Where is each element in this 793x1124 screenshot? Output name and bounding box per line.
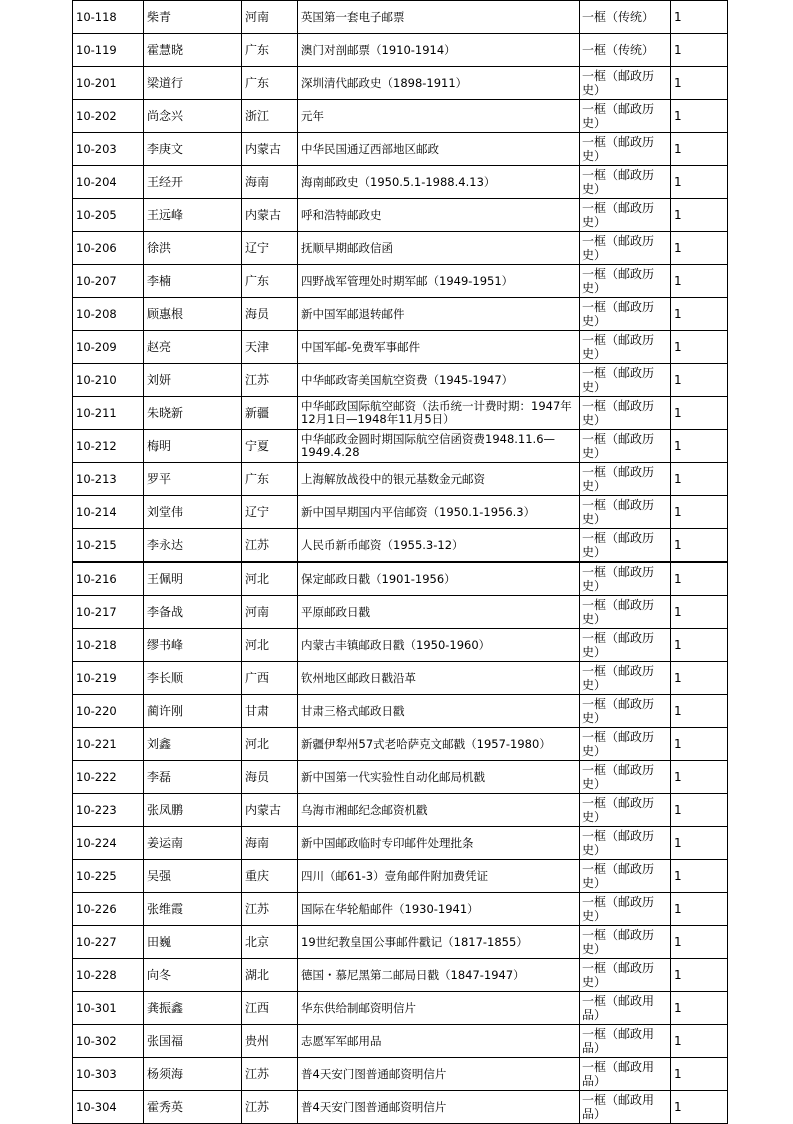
category-cell: 一框（邮政历史） [580, 529, 671, 563]
exhibit-title-cell: 英国第一套电子邮票 [298, 1, 580, 34]
region-cell: 浙江 [242, 100, 298, 133]
entry-id-cell: 10-223 [73, 794, 144, 827]
table-row [73, 562, 728, 596]
exhibitor-name-cell: 梅明 [144, 430, 242, 463]
category-cell: 一框（邮政历史） [580, 100, 671, 133]
exhibitor-name-cell: 吴强 [144, 860, 242, 893]
exhibitor-name-cell: 李备战 [144, 596, 242, 629]
exhibit-title-cell: 新疆伊犁州57式老哈萨克文邮戳（1957-1980） [298, 728, 580, 761]
table-row [73, 496, 728, 529]
exhibitor-name-cell: 张凤鹏 [144, 794, 242, 827]
table-row [73, 1058, 728, 1091]
table-row [73, 34, 728, 67]
entries-table [72, 0, 728, 1124]
region-cell: 广东 [242, 265, 298, 298]
table-row [73, 1091, 728, 1124]
category-cell: 一框（邮政历史） [580, 893, 671, 926]
frame-count-cell: 1 [671, 860, 728, 893]
table-row [73, 893, 728, 926]
table-row [73, 265, 728, 298]
category-cell: 一框（邮政历史） [580, 463, 671, 496]
region-cell: 广西 [242, 662, 298, 695]
region-cell: 河南 [242, 1, 298, 34]
exhibitor-name-cell: 霍秀英 [144, 1091, 242, 1124]
table-row [73, 794, 728, 827]
table-row [73, 133, 728, 166]
table-row [73, 298, 728, 331]
region-cell: 河北 [242, 629, 298, 662]
entry-id-cell: 10-208 [73, 298, 144, 331]
region-cell: 宁夏 [242, 430, 298, 463]
frame-count-cell: 1 [671, 133, 728, 166]
region-cell: 海南 [242, 166, 298, 199]
category-cell: 一框（邮政历史） [580, 562, 671, 596]
exhibitor-name-cell: 张国福 [144, 1025, 242, 1058]
region-cell: 广东 [242, 463, 298, 496]
region-cell: 河北 [242, 562, 298, 596]
exhibitor-name-cell: 罗平 [144, 463, 242, 496]
table-row [73, 695, 728, 728]
exhibit-title-cell: 乌海市湘邮纪念邮资机戳 [298, 794, 580, 827]
entry-id-cell: 10-206 [73, 232, 144, 265]
entry-id-cell: 10-119 [73, 34, 144, 67]
table-row [73, 1, 728, 34]
entry-id-cell: 10-203 [73, 133, 144, 166]
category-cell: 一框（邮政历史） [580, 430, 671, 463]
frame-count-cell: 1 [671, 992, 728, 1025]
entry-id-cell: 10-303 [73, 1058, 144, 1091]
region-cell: 广东 [242, 34, 298, 67]
exhibitor-name-cell: 向冬 [144, 959, 242, 992]
table-row [73, 860, 728, 893]
exhibit-title-cell: 新中国军邮退转邮件 [298, 298, 580, 331]
exhibit-title-cell: 中华邮政国际航空邮资（法币统一计费时期：1947年12月1日—1948年11月5日） [298, 397, 580, 430]
region-cell: 内蒙古 [242, 133, 298, 166]
category-cell: 一框（邮政历史） [580, 67, 671, 100]
table-row [73, 959, 728, 992]
exhibit-title-cell: 澳门对剖邮票（1910-1914） [298, 34, 580, 67]
table-row [73, 100, 728, 133]
region-cell: 内蒙古 [242, 199, 298, 232]
frame-count-cell: 1 [671, 34, 728, 67]
entry-id-cell: 10-301 [73, 992, 144, 1025]
exhibit-title-cell: 普4天安门图普通邮资明信片 [298, 1058, 580, 1091]
category-cell: 一框（邮政历史） [580, 662, 671, 695]
exhibitor-name-cell: 张维霞 [144, 893, 242, 926]
exhibit-title-cell: 新中国早期国内平信邮资（1950.1-1956.3） [298, 496, 580, 529]
table-row [73, 166, 728, 199]
exhibit-title-cell: 四野战军管理处时期军邮（1949-1951） [298, 265, 580, 298]
category-cell: 一框（邮政历史） [580, 397, 671, 430]
exhibit-title-cell: 新中国邮政临时专印邮件处理批条 [298, 827, 580, 860]
table-row [73, 596, 728, 629]
table-row [73, 1025, 728, 1058]
category-cell: 一框（传统） [580, 1, 671, 34]
entry-id-cell: 10-215 [73, 529, 144, 563]
exhibit-title-cell: 甘肃三格式邮政日戳 [298, 695, 580, 728]
frame-count-cell: 1 [671, 926, 728, 959]
region-cell: 辽宁 [242, 232, 298, 265]
entry-id-cell: 10-218 [73, 629, 144, 662]
exhibitor-name-cell: 霍慧晓 [144, 34, 242, 67]
table-row [73, 67, 728, 100]
exhibit-title-cell: 志愿军军邮用品 [298, 1025, 580, 1058]
frame-count-cell: 1 [671, 959, 728, 992]
table-row [73, 232, 728, 265]
entry-id-cell: 10-222 [73, 761, 144, 794]
exhibit-title-cell: 钦州地区邮政日戳沿革 [298, 662, 580, 695]
exhibit-title-cell: 抚顺早期邮政信函 [298, 232, 580, 265]
table-row [73, 463, 728, 496]
region-cell: 江苏 [242, 1058, 298, 1091]
category-cell: 一框（邮政历史） [580, 298, 671, 331]
entry-id-cell: 10-207 [73, 265, 144, 298]
entry-id-cell: 10-118 [73, 1, 144, 34]
table-row [73, 992, 728, 1025]
category-cell: 一框（邮政历史） [580, 794, 671, 827]
category-cell: 一框（邮政历史） [580, 728, 671, 761]
exhibitor-name-cell: 李永达 [144, 529, 242, 563]
region-cell: 海南 [242, 827, 298, 860]
frame-count-cell: 1 [671, 827, 728, 860]
category-cell: 一框（邮政用品） [580, 1025, 671, 1058]
exhibit-title-cell: 中华邮政金圆时期国际航空信函资费1948.11.6—1949.4.28 [298, 430, 580, 463]
entry-id-cell: 10-217 [73, 596, 144, 629]
frame-count-cell: 1 [671, 496, 728, 529]
table-row [73, 827, 728, 860]
frame-count-cell: 1 [671, 265, 728, 298]
category-cell: 一框（邮政历史） [580, 596, 671, 629]
entry-id-cell: 10-220 [73, 695, 144, 728]
category-cell: 一框（邮政用品） [580, 1058, 671, 1091]
exhibitor-name-cell: 田巍 [144, 926, 242, 959]
frame-count-cell: 1 [671, 232, 728, 265]
entry-id-cell: 10-225 [73, 860, 144, 893]
frame-count-cell: 1 [671, 529, 728, 563]
entry-id-cell: 10-205 [73, 199, 144, 232]
exhibitor-name-cell: 王经开 [144, 166, 242, 199]
table-row [73, 926, 728, 959]
exhibit-title-cell: 普4天安门图普通邮资明信片 [298, 1091, 580, 1124]
exhibitor-name-cell: 李庚文 [144, 133, 242, 166]
exhibitor-name-cell: 刘堂伟 [144, 496, 242, 529]
table-row [73, 364, 728, 397]
frame-count-cell: 1 [671, 100, 728, 133]
exhibit-title-cell: 中国军邮-免费军事邮件 [298, 331, 580, 364]
entry-id-cell: 10-204 [73, 166, 144, 199]
exhibitor-name-cell: 蔺许刚 [144, 695, 242, 728]
category-cell: 一框（邮政历史） [580, 133, 671, 166]
exhibitor-name-cell: 柴青 [144, 1, 242, 34]
frame-count-cell: 1 [671, 629, 728, 662]
exhibit-title-cell: 19世纪教皇国公事邮件戳记（1817-1855） [298, 926, 580, 959]
category-cell: 一框（邮政历史） [580, 926, 671, 959]
exhibit-title-cell: 国际在华轮船邮件（1930-1941） [298, 893, 580, 926]
frame-count-cell: 1 [671, 430, 728, 463]
exhibitor-name-cell: 杨须海 [144, 1058, 242, 1091]
table-row [73, 728, 728, 761]
category-cell: 一框（邮政历史） [580, 166, 671, 199]
frame-count-cell: 1 [671, 331, 728, 364]
entries-table-body [73, 1, 728, 1124]
frame-count-cell: 1 [671, 463, 728, 496]
entry-id-cell: 10-202 [73, 100, 144, 133]
category-cell: 一框（邮政历史） [580, 199, 671, 232]
frame-count-cell: 1 [671, 728, 728, 761]
table-row [73, 761, 728, 794]
exhibitor-name-cell: 缪书峰 [144, 629, 242, 662]
frame-count-cell: 1 [671, 1025, 728, 1058]
region-cell: 河南 [242, 596, 298, 629]
exhibitor-name-cell: 李长顺 [144, 662, 242, 695]
exhibit-title-cell: 四川（邮61-3）壹角邮件附加费凭证 [298, 860, 580, 893]
entry-id-cell: 10-212 [73, 430, 144, 463]
category-cell: 一框（邮政用品） [580, 1091, 671, 1124]
exhibit-title-cell: 呼和浩特邮政史 [298, 199, 580, 232]
entry-id-cell: 10-221 [73, 728, 144, 761]
exhibitor-name-cell: 梁道行 [144, 67, 242, 100]
exhibitor-name-cell: 赵亮 [144, 331, 242, 364]
exhibitor-name-cell: 刘妍 [144, 364, 242, 397]
region-cell: 北京 [242, 926, 298, 959]
frame-count-cell: 1 [671, 794, 728, 827]
table-row [73, 529, 728, 563]
exhibit-title-cell: 深圳清代邮政史（1898-1911） [298, 67, 580, 100]
entry-id-cell: 10-304 [73, 1091, 144, 1124]
frame-count-cell: 1 [671, 596, 728, 629]
exhibitor-name-cell: 龚振鑫 [144, 992, 242, 1025]
category-cell: 一框（邮政历史） [580, 860, 671, 893]
frame-count-cell: 1 [671, 562, 728, 596]
region-cell: 辽宁 [242, 496, 298, 529]
frame-count-cell: 1 [671, 1058, 728, 1091]
category-cell: 一框（传统） [580, 34, 671, 67]
frame-count-cell: 1 [671, 1091, 728, 1124]
table-row [73, 397, 728, 430]
region-cell: 江苏 [242, 364, 298, 397]
exhibitor-name-cell: 王佩明 [144, 562, 242, 596]
frame-count-cell: 1 [671, 166, 728, 199]
exhibit-title-cell: 上海解放战役中的银元基数金元邮资 [298, 463, 580, 496]
region-cell: 天津 [242, 331, 298, 364]
exhibit-title-cell: 保定邮政日戳（1901-1956） [298, 562, 580, 596]
exhibit-title-cell: 新中国第一代实验性自动化邮局机戳 [298, 761, 580, 794]
exhibitor-name-cell: 姜运南 [144, 827, 242, 860]
region-cell: 海员 [242, 761, 298, 794]
category-cell: 一框（邮政历史） [580, 761, 671, 794]
exhibitor-name-cell: 李磊 [144, 761, 242, 794]
region-cell: 江苏 [242, 893, 298, 926]
entry-id-cell: 10-227 [73, 926, 144, 959]
category-cell: 一框（邮政历史） [580, 496, 671, 529]
exhibit-title-cell: 华东供给制邮资明信片 [298, 992, 580, 1025]
table-row [73, 199, 728, 232]
exhibit-title-cell: 元年 [298, 100, 580, 133]
region-cell: 广东 [242, 67, 298, 100]
category-cell: 一框（邮政历史） [580, 827, 671, 860]
entry-id-cell: 10-214 [73, 496, 144, 529]
region-cell: 甘肃 [242, 695, 298, 728]
exhibitor-name-cell: 顾惠根 [144, 298, 242, 331]
frame-count-cell: 1 [671, 298, 728, 331]
region-cell: 海员 [242, 298, 298, 331]
category-cell: 一框（邮政历史） [580, 265, 671, 298]
exhibitor-name-cell: 徐洪 [144, 232, 242, 265]
entry-id-cell: 10-216 [73, 562, 144, 596]
entry-id-cell: 10-224 [73, 827, 144, 860]
frame-count-cell: 1 [671, 199, 728, 232]
exhibit-title-cell: 平原邮政日戳 [298, 596, 580, 629]
exhibitor-name-cell: 尚念兴 [144, 100, 242, 133]
entry-id-cell: 10-210 [73, 364, 144, 397]
category-cell: 一框（邮政用品） [580, 992, 671, 1025]
region-cell: 湖北 [242, 959, 298, 992]
category-cell: 一框（邮政历史） [580, 364, 671, 397]
region-cell: 江苏 [242, 529, 298, 563]
region-cell: 河北 [242, 728, 298, 761]
category-cell: 一框（邮政历史） [580, 959, 671, 992]
category-cell: 一框（邮政历史） [580, 695, 671, 728]
entry-id-cell: 10-209 [73, 331, 144, 364]
exhibit-title-cell: 德国・慕尼黑第二邮局日戳（1847-1947） [298, 959, 580, 992]
category-cell: 一框（邮政历史） [580, 232, 671, 265]
exhibit-title-cell: 人民币新币邮资（1955.3-12） [298, 529, 580, 563]
exhibit-title-cell: 中华邮政寄美国航空资费（1945-1947） [298, 364, 580, 397]
frame-count-cell: 1 [671, 761, 728, 794]
exhibitor-name-cell: 李楠 [144, 265, 242, 298]
exhibitor-name-cell: 朱晓新 [144, 397, 242, 430]
entry-id-cell: 10-226 [73, 893, 144, 926]
frame-count-cell: 1 [671, 67, 728, 100]
exhibitor-name-cell: 王远峰 [144, 199, 242, 232]
frame-count-cell: 1 [671, 662, 728, 695]
region-cell: 重庆 [242, 860, 298, 893]
region-cell: 江苏 [242, 1091, 298, 1124]
frame-count-cell: 1 [671, 397, 728, 430]
frame-count-cell: 1 [671, 695, 728, 728]
region-cell: 内蒙古 [242, 794, 298, 827]
table-row [73, 331, 728, 364]
frame-count-cell: 1 [671, 364, 728, 397]
exhibit-title-cell: 内蒙古丰镇邮政日戳（1950-1960） [298, 629, 580, 662]
region-cell: 新疆 [242, 397, 298, 430]
frame-count-cell: 1 [671, 893, 728, 926]
entry-id-cell: 10-219 [73, 662, 144, 695]
entry-id-cell: 10-228 [73, 959, 144, 992]
table-row [73, 662, 728, 695]
entry-id-cell: 10-213 [73, 463, 144, 496]
frame-count-cell: 1 [671, 1, 728, 34]
exhibit-title-cell: 海南邮政史（1950.5.1-1988.4.13） [298, 166, 580, 199]
table-row [73, 430, 728, 463]
region-cell: 贵州 [242, 1025, 298, 1058]
entry-id-cell: 10-201 [73, 67, 144, 100]
exhibit-title-cell: 中华民国通辽西部地区邮政 [298, 133, 580, 166]
region-cell: 江西 [242, 992, 298, 1025]
entry-id-cell: 10-302 [73, 1025, 144, 1058]
table-row [73, 629, 728, 662]
category-cell: 一框（邮政历史） [580, 331, 671, 364]
exhibitor-name-cell: 刘鑫 [144, 728, 242, 761]
entry-id-cell: 10-211 [73, 397, 144, 430]
category-cell: 一框（邮政历史） [580, 629, 671, 662]
